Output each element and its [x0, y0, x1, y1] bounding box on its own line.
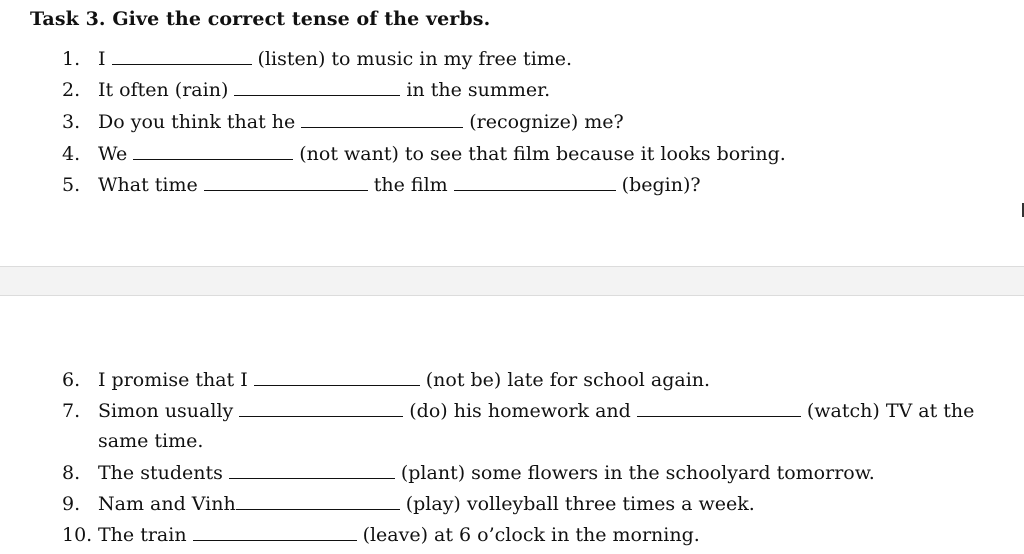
- item-text: (watch) TV at the: [806, 400, 975, 422]
- answer-blank[interactable]: [236, 509, 400, 510]
- answer-blank[interactable]: [204, 190, 368, 191]
- item-text: The students: [98, 462, 223, 484]
- answer-blank[interactable]: [133, 159, 293, 160]
- exercise-item-9: [62, 493, 755, 515]
- item-number: 6.: [62, 369, 81, 391]
- answer-blank[interactable]: [193, 540, 357, 541]
- item-text: (recognize) me?: [469, 111, 624, 133]
- answer-blank[interactable]: [254, 385, 420, 386]
- item-text: Do you think that he: [98, 111, 296, 133]
- exercise-item-3: [62, 111, 624, 133]
- exercise-item-4: [62, 143, 786, 165]
- answer-blank[interactable]: [229, 478, 395, 479]
- answer-blank[interactable]: [637, 416, 801, 417]
- item-text: (listen) to music in my free time.: [257, 48, 573, 70]
- item-text: What time: [98, 174, 198, 196]
- item-text: (leave) at 6 o’clock in the morning.: [362, 524, 700, 546]
- item-text: Nam and Vinh: [98, 493, 236, 515]
- item-text: (not be) late for school again.: [425, 369, 711, 391]
- answer-blank[interactable]: [454, 190, 616, 191]
- item-number: 10.: [62, 524, 93, 546]
- item-text: (not want) to see that film because it looks boring.: [299, 143, 786, 165]
- answer-blank[interactable]: [234, 95, 400, 96]
- item-text: (play) volleyball three times a week.: [405, 493, 755, 515]
- item-number: 4.: [62, 143, 81, 165]
- item-number: 1.: [62, 48, 81, 70]
- exercise-item-6: [62, 369, 710, 391]
- item-text: The train: [98, 524, 187, 546]
- item-number: 3.: [62, 111, 81, 133]
- exercise-item-2: [62, 79, 550, 101]
- item-text: the film: [373, 174, 448, 196]
- exercise-item-8: [62, 462, 875, 484]
- answer-blank[interactable]: [112, 64, 252, 65]
- page-break-band: [0, 266, 1024, 296]
- item-7-continuation: same time.: [98, 430, 204, 452]
- item-text: Simon usually: [98, 400, 234, 422]
- exercise-item-5: [62, 174, 701, 196]
- answer-blank[interactable]: [239, 416, 403, 417]
- item-text: I promise that I: [98, 369, 248, 391]
- item-number: 8.: [62, 462, 81, 484]
- item-number: 2.: [62, 79, 81, 101]
- exercise-item-7: [62, 400, 974, 422]
- task-title: Task 3. Give the correct tense of the verbs.: [30, 8, 491, 30]
- answer-blank[interactable]: [301, 127, 463, 128]
- item-text: (begin)?: [621, 174, 701, 196]
- item-text: We: [98, 143, 128, 165]
- exercise-item-1: [62, 48, 572, 70]
- item-number: 9.: [62, 493, 81, 515]
- item-text: It often (rain): [98, 79, 229, 101]
- item-text: (do) his homework and: [409, 400, 631, 422]
- item-text: I: [98, 48, 106, 70]
- item-text: in the summer.: [406, 79, 551, 101]
- item-number: 5.: [62, 174, 81, 196]
- item-number: 7.: [62, 400, 81, 422]
- exercise-item-10: [62, 524, 700, 546]
- item-text: (plant) some flowers in the schoolyard tomorrow.: [400, 462, 875, 484]
